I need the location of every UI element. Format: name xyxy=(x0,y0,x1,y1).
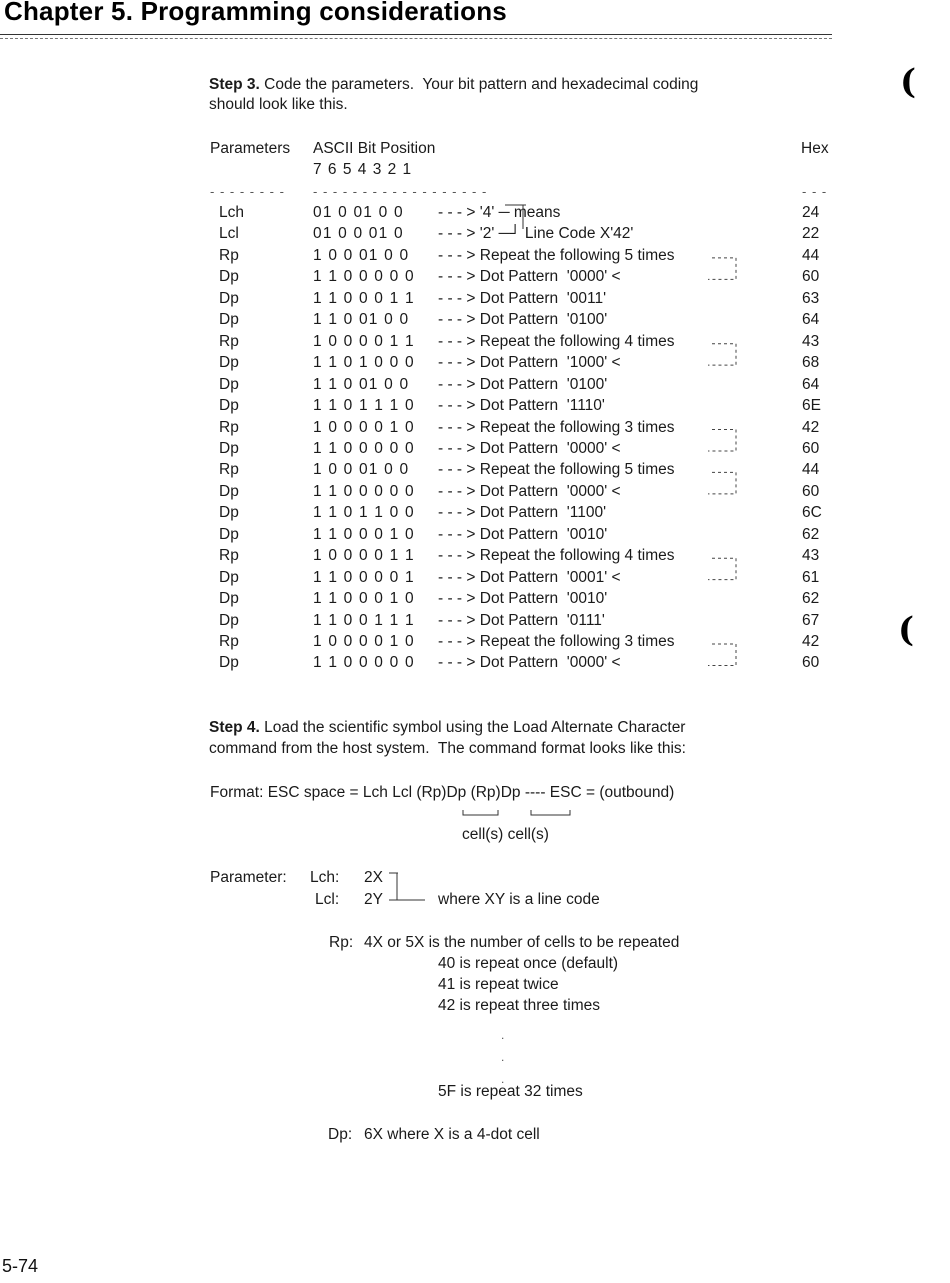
dp-name: Dp: xyxy=(328,1126,353,1143)
dp-desc: 6X where X is a 4-dot cell xyxy=(364,1126,540,1143)
description-cell: - - - > Dot Pattern '0000' < xyxy=(438,439,621,457)
rp-value-1: 40 is repeat once (default) xyxy=(438,955,619,972)
param-cell: Dp xyxy=(219,504,239,522)
hex-cell: 42 xyxy=(802,418,820,436)
description-cell: - - - > Dot Pattern '0000' < xyxy=(438,268,621,286)
hex-cell: 6E xyxy=(802,397,821,415)
hex-cell: 44 xyxy=(802,246,820,264)
bits-cell: 1 1 0 0 0 1 0 xyxy=(313,590,415,608)
bits-cell: 1 1 0 1 1 1 0 xyxy=(313,397,415,415)
rule-parameters: - - - - - - - - xyxy=(210,184,285,199)
ellipsis-dots: . . . xyxy=(501,1028,505,1086)
bits-cell: 1 0 0 0 0 1 1 xyxy=(313,332,415,350)
param-cell: Rp xyxy=(219,461,239,479)
rp-name: Rp: xyxy=(329,934,354,951)
bits-cell: 1 0 0 0 0 1 0 xyxy=(313,633,415,650)
step4-text: Load the scientific symbol using the Load Alternate Character xyxy=(264,719,686,736)
step3-text: Code the parameters. Your bit pattern and hexadecimal coding xyxy=(264,76,699,93)
bits-cell: 01 0 0 01 0 xyxy=(313,225,404,243)
param-cell: Rp xyxy=(219,633,239,650)
description-cell: - - - > Dot Pattern '0100' xyxy=(438,375,608,393)
param-cell: Dp xyxy=(219,482,239,500)
description-cell: - - - > '2' ─┘ Line Code X'42' xyxy=(438,225,634,243)
lch-value: 2X xyxy=(364,869,383,886)
chapter-title: Chapter 5. Programming considerations xyxy=(4,0,507,26)
param-cell: Dp xyxy=(219,590,239,608)
hex-cell: 60 xyxy=(802,654,820,672)
param-cell: Dp xyxy=(219,375,239,393)
description-cell: - - - > Dot Pattern '1110' xyxy=(438,397,605,415)
step4-line2: command from the host system. The command format looks like this: xyxy=(209,740,686,757)
step4-label: Step 4. xyxy=(209,719,260,736)
description-cell: - - - > Dot Pattern '0100' xyxy=(438,311,608,329)
format-line: Format: ESC space = Lch Lcl (Rp)Dp (Rp)Dp ---- ESC = (outbound) xyxy=(210,784,675,801)
hex-cell: 44 xyxy=(802,461,820,479)
cells-label: cell(s) cell(s) xyxy=(462,826,549,843)
param-cell: Rp xyxy=(219,418,239,436)
hex-cell: 60 xyxy=(802,268,820,286)
param-cell: Dp xyxy=(219,268,239,286)
description-cell: - - - > Dot Pattern '0000' < xyxy=(438,482,621,500)
description-cell: - - - > Dot Pattern '0011' xyxy=(438,289,607,307)
header-bit-positions: 7 6 5 4 3 2 1 xyxy=(313,161,413,178)
description-cell: - - - > '4' ─ means xyxy=(438,204,561,221)
hex-cell: 62 xyxy=(802,590,820,608)
param-cell: Dp xyxy=(219,611,239,629)
bits-cell: 01 0 01 0 0 xyxy=(313,204,404,221)
param-cell: Lcl xyxy=(219,225,239,243)
param-cell: Rp xyxy=(219,547,239,565)
hex-cell: 64 xyxy=(802,311,820,329)
rp-value-2: 41 is repeat twice xyxy=(438,976,559,993)
param-cell: Lch xyxy=(219,204,244,221)
hex-cell: 67 xyxy=(802,611,820,629)
hex-cell: 60 xyxy=(802,482,820,500)
header-hex: Hex xyxy=(801,140,829,157)
parameter-label: Parameter: xyxy=(210,869,287,886)
step3-label: Step 3. xyxy=(209,76,260,93)
hex-cell: 62 xyxy=(802,525,820,543)
bits-cell: 1 0 0 01 0 0 xyxy=(313,246,410,264)
description-cell: - - - > Dot Pattern '1100' xyxy=(438,504,607,522)
bits-cell: 1 1 0 0 0 0 1 xyxy=(313,568,415,586)
lch-name: Lch: xyxy=(310,869,340,886)
description-cell: - - - > Repeat the following 3 times xyxy=(438,633,675,650)
hex-cell: 63 xyxy=(802,289,820,307)
hex-cell: 6C xyxy=(802,504,822,522)
hex-cell: 68 xyxy=(802,354,820,372)
param-cell: Dp xyxy=(219,311,239,329)
description-cell: - - - > Dot Pattern '0000' < xyxy=(438,654,621,672)
bits-cell: 1 1 0 0 0 1 0 xyxy=(313,525,415,543)
page-number: 5-74 xyxy=(2,1256,39,1276)
description-cell: - - - > Dot Pattern '0010' xyxy=(438,525,608,543)
lcl-name: Lcl: xyxy=(315,891,340,908)
description-cell: - - - > Dot Pattern '0001' < xyxy=(438,568,621,586)
hex-cell: 43 xyxy=(802,332,820,350)
hex-cell: 24 xyxy=(802,204,820,221)
description-cell: - - - > Repeat the following 5 times xyxy=(438,246,675,264)
description-cell: - - - > Repeat the following 3 times xyxy=(438,418,675,436)
param-cell: Rp xyxy=(219,246,239,264)
description-cell: - - - > Dot Pattern '1000' < xyxy=(438,354,621,372)
bits-cell: 1 1 0 0 1 1 1 xyxy=(313,611,415,629)
hex-cell: 43 xyxy=(802,547,820,565)
bits-cell: 1 1 0 0 0 0 0 xyxy=(313,268,415,286)
hex-cell: 60 xyxy=(802,439,820,457)
description-cell: - - - > Dot Pattern '0010' xyxy=(438,590,608,608)
rp-value-3: 42 is repeat three times xyxy=(438,997,600,1014)
bits-cell: 1 0 0 0 0 1 0 xyxy=(313,418,415,436)
description-cell: - - - > Repeat the following 4 times xyxy=(438,547,675,565)
bits-cell: 1 1 0 0 0 1 1 xyxy=(313,289,415,307)
bits-cell: 1 1 0 01 0 0 xyxy=(313,375,410,393)
description-cell: - - - > Repeat the following 5 times xyxy=(438,461,675,479)
bits-cell: 1 1 0 1 1 0 0 xyxy=(313,504,415,522)
param-cell: Rp xyxy=(219,332,239,350)
description-cell: - - - > Repeat the following 4 times xyxy=(438,332,675,350)
lcl-value: 2Y xyxy=(364,891,383,908)
revision-mark-bottom: ( xyxy=(898,610,915,650)
line-code-desc: where XY is a line code xyxy=(438,891,600,908)
param-cell: Dp xyxy=(219,397,239,415)
bits-cell: 1 1 0 1 0 0 0 xyxy=(313,354,415,372)
bits-cell: 1 1 0 0 0 0 0 xyxy=(313,482,415,500)
rp-value-last: 5F is repeat 32 times xyxy=(438,1083,583,1100)
hex-cell: 64 xyxy=(802,375,820,393)
param-cell: Dp xyxy=(219,654,239,672)
param-cell: Dp xyxy=(219,439,239,457)
revision-mark-top: ( xyxy=(900,62,917,102)
hex-cell: 61 xyxy=(802,568,820,586)
bits-cell: 1 0 0 0 0 1 1 xyxy=(313,547,415,565)
bits-cell: 1 1 0 0 0 0 0 xyxy=(313,654,415,672)
bits-cell: 1 0 0 01 0 0 xyxy=(313,461,410,479)
rp-desc: 4X or 5X is the number of cells to be repeated xyxy=(364,934,680,951)
rule-ascii: - - - - - - - - - - - - - - - - - - xyxy=(313,184,488,199)
hex-cell: 22 xyxy=(802,225,820,243)
param-cell: Dp xyxy=(219,354,239,372)
bits-cell: 1 1 0 01 0 0 xyxy=(313,311,410,329)
rule-hex: - - - xyxy=(802,184,828,199)
step3-line2: should look like this. xyxy=(209,96,348,113)
header-parameters: Parameters xyxy=(210,140,291,157)
bits-cell: 1 1 0 0 0 0 0 xyxy=(313,439,415,457)
hex-cell: 42 xyxy=(802,633,820,650)
param-cell: Dp xyxy=(219,525,239,543)
param-cell: Dp xyxy=(219,568,239,586)
header-ascii: ASCII Bit Position xyxy=(313,140,436,157)
param-cell: Dp xyxy=(219,289,239,307)
description-cell: - - - > Dot Pattern '0111' xyxy=(438,611,605,629)
